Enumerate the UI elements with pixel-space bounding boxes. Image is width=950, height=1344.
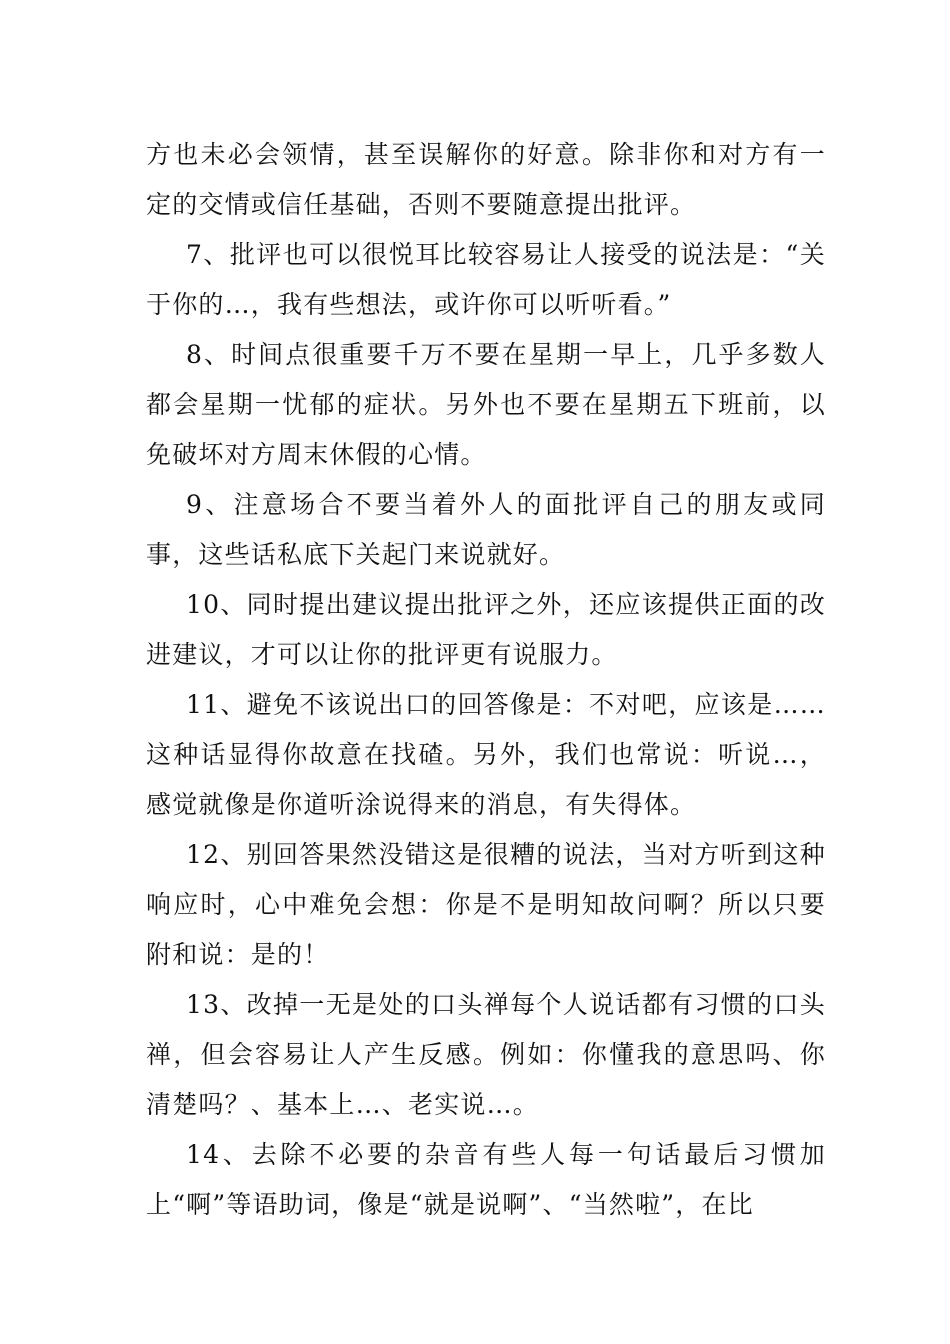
paragraph-item-8: 8、时间点很重要千万不要在星期一早上，几乎多数人都会星期一忧郁的症状。另外也不要在星期五下班前，以免破坏对方周末休假的心情。 [146,340,826,469]
paragraph-item-13: 13、改掉一无是处的口头禅每个人说话都有习惯的口头禅，但会容易让人产生反感。例如：你懂我的意思吗、你清楚吗？、基本上…、老实说…。 [146,990,826,1119]
paragraph-continuation: 方也未必会领情，甚至误解你的好意。除非你和对方有一定的交情或信任基础，否则不要随意提出批评。 [146,140,826,219]
paragraph-item-9: 9、注意场合不要当着外人的面批评自己的朋友或同事，这些话私底下关起门来说就好。 [146,490,826,569]
document-body [146,130,826,1230]
paragraph-item-10: 10、同时提出建议提出批评之外，还应该提供正面的改进建议，才可以让你的批评更有说服力。 [146,590,826,669]
paragraph-item-7: 7、批评也可以很悦耳比较容易让人接受的说法是：“关于你的…，我有些想法，或许你可以听听看。” [146,240,826,319]
paragraph-item-12: 12、别回答果然没错这是很糟的说法，当对方听到这种响应时，心中难免会想：你是不是明知故问啊？所以只要附和说：是的！ [146,840,826,969]
paragraph-item-11: 11、避免不该说出口的回答像是：不对吧，应该是……这种话显得你故意在找碴。另外，我们也常说：听说…，感觉就像是你道听涂说得来的消息，有失得体。 [146,690,826,819]
paragraph-item-14: 14、去除不必要的杂音有些人每一句话最后习惯加上“啊”等语助词，像是“就是说啊”、“当然啦”，在比 [146,1140,826,1219]
